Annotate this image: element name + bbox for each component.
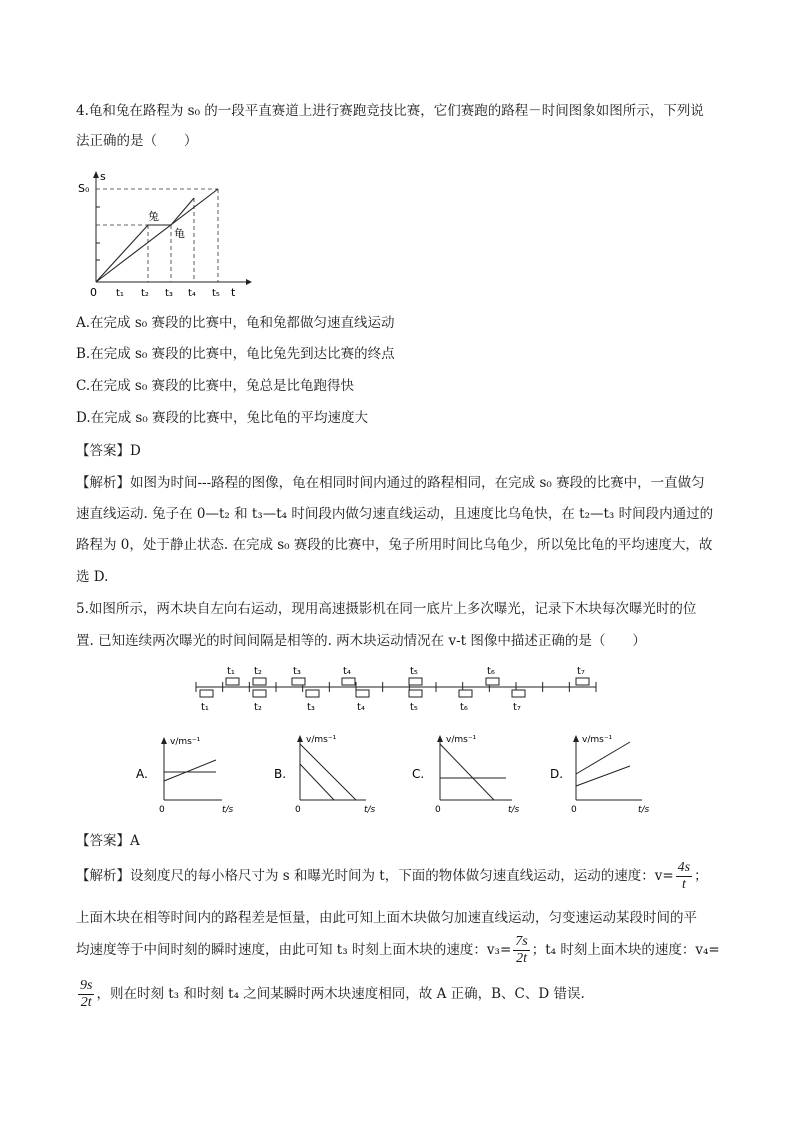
strip-top-t1: t₁	[227, 666, 235, 677]
vt-b-origin: 0	[295, 805, 301, 815]
q5-analysis-line3-text: 均速度等于中间时刻的瞬时速度，由此可知 t₃ 时刻上面木块的速度：v₃=	[76, 942, 512, 958]
q5-stem-line1: 5.如图所示，两木块自左向右运动，现用高速摄影机在同一底片上多次曝光，记录下木块每次曝光时的位	[76, 601, 697, 617]
q4-option-b: B.在完成 s₀ 赛段的比赛中，龟比兔先到达比赛的终点	[76, 346, 395, 362]
q4-analysis-line4: 选 D.	[76, 569, 109, 585]
strip-bottom-t3: t₃	[307, 702, 315, 713]
q5-analysis-line3-mid: ；t₄ 时刻上面木块的速度：v₄=	[531, 942, 720, 958]
lower-block-positions	[200, 690, 525, 697]
upper-block-3	[292, 678, 305, 685]
q5-analysis-line1-end: ；	[694, 868, 708, 884]
strip-bottom-t1: t₁	[201, 702, 209, 713]
q4-tortoise-label: 龟	[174, 227, 185, 240]
vt-d-xlabel: t/s	[638, 805, 650, 815]
vt-graph-d	[548, 730, 668, 818]
q4-tick-t2: t₂	[141, 288, 149, 299]
vt-a-xlabel: t/s	[222, 805, 234, 815]
vt-graph-b	[272, 730, 392, 818]
rabbit-line	[96, 198, 194, 282]
q4-st-graph	[76, 170, 256, 305]
strip-bottom-t5: t₅	[410, 702, 418, 713]
q4-analysis-line3: 路程为 0，处于静止状态. 在完成 s₀ 赛段的比赛中，兔子所用时间比乌龟少，所以兔比龟的平均速度大，故	[76, 537, 713, 553]
q4-option-c: C.在完成 s₀ 赛段的比赛中，兔总是比龟跑得快	[76, 378, 355, 394]
q5-answer: 【答案】A	[76, 833, 140, 849]
q4-ylabel: s	[100, 170, 106, 183]
vt-a-origin: 0	[159, 805, 165, 815]
vt-c-falling	[440, 744, 494, 800]
vt-a-rising	[164, 760, 216, 781]
upper-block-positions	[226, 678, 589, 685]
strip-bottom-t6: t₆	[460, 702, 468, 713]
vt-d-option: D.	[550, 767, 564, 781]
vt-a-option: A.	[136, 767, 148, 781]
q5-analysis-line1-text: 【解析】设刻度尺的每小格尺寸为 s 和曝光时间为 t，下面的物体做匀速直线运动，运动的速度：v=	[76, 868, 674, 884]
q5-analysis-line3	[76, 932, 720, 968]
vt-d-origin: 0	[571, 805, 577, 815]
lower-block-4	[356, 690, 369, 697]
strip-top-t4: t₄	[343, 666, 351, 677]
vt-b-line2	[300, 764, 334, 800]
vt-b-line1	[300, 744, 356, 800]
q4-tick-t3: t₃	[165, 288, 173, 299]
strip-top-t2: t₂	[254, 666, 262, 677]
q5-analysis-line4	[76, 976, 585, 1012]
vt-b-option: B.	[274, 767, 287, 781]
upper-block-1	[226, 678, 239, 685]
upper-block-4	[342, 678, 355, 685]
exposure-strip	[190, 660, 610, 718]
strip-top-t5: t₅	[410, 666, 418, 677]
tortoise-line	[96, 189, 218, 282]
vt-a-ylabel: v/ms⁻¹	[170, 737, 201, 747]
q4-origin-label: 0	[90, 286, 97, 299]
upper-block-2	[253, 678, 266, 685]
strip-top-t3: t₃	[293, 666, 301, 677]
upper-block-6	[486, 678, 499, 685]
strip-top-t6: t₆	[487, 666, 495, 677]
lower-block-5	[409, 690, 422, 697]
lower-block-6	[459, 690, 472, 697]
q4-xlabel: t	[231, 286, 236, 299]
vt-c-ylabel: v/ms⁻¹	[446, 735, 477, 745]
q4-answer: 【答案】D	[76, 443, 141, 459]
vt-c-origin: 0	[435, 805, 441, 815]
strip-bottom-t2: t₂	[254, 702, 262, 713]
fraction-9s-2t: $\frac{9s}{2t}$	[80, 978, 93, 1010]
q4-option-d: D.在完成 s₀ 赛段的比赛中，兔比龟的平均速度大	[76, 410, 369, 426]
q5-analysis-line2: 上面木块在相等时间内的路程差是恒量，由此可知上面木块做匀加速直线运动，匀变速运动某段时间的平	[76, 910, 697, 926]
vt-graph-c	[410, 730, 530, 818]
fraction-7s-2t: $\frac{7s}{2t}$	[515, 934, 528, 966]
q5-stem-line2: 置. 已知连续两次曝光的时间间隔是相等的. 两木块运动情况在 v-t 图像中描述正确的是（ ）	[76, 633, 646, 649]
strip-top-t7: t₇	[577, 666, 585, 677]
vt-b-xlabel: t/s	[364, 805, 376, 815]
q4-stem-line1: 4.龟和兔在路程为 s₀ 的一段平直赛道上进行赛跑竞技比赛，它们赛跑的路程－时间图象如图所示，下列说	[76, 103, 704, 119]
vt-c-option: C.	[412, 767, 425, 781]
upper-block-5	[409, 678, 422, 685]
q4-tick-t5: t₅	[212, 288, 220, 299]
lower-block-3	[306, 690, 319, 697]
q4-tick-t1: t₁	[116, 288, 124, 299]
strip-bottom-t7: t₇	[513, 702, 521, 713]
q4-stem-line2: 法正确的是（ ）	[76, 133, 198, 149]
lower-block-2	[253, 690, 266, 697]
vt-graph-a	[134, 734, 254, 818]
q5-analysis-line1	[76, 858, 708, 894]
fraction-4s-t: $\frac{4s}{t}$	[677, 860, 691, 892]
vt-c-xlabel: t/s	[508, 805, 520, 815]
q4-analysis-line1: 【解析】如图为时间---路程的图像，龟在相同时间内通过的路程相同，在完成 s₀ 赛段的比赛中，一直做匀	[76, 475, 705, 491]
vt-b-ylabel: v/ms⁻¹	[306, 735, 337, 745]
upper-block-7	[576, 678, 589, 685]
strip-bottom-t4: t₄	[357, 702, 365, 713]
q4-tick-t4: t₄	[188, 288, 196, 299]
q4-option-a: A.在完成 s₀ 赛段的比赛中，龟和兔都做匀速直线运动	[76, 315, 395, 331]
vt-d-ylabel: v/ms⁻¹	[582, 735, 613, 745]
q5-analysis-line4-end: ，则在时刻 t₃ 和时刻 t₄ 之间某瞬时两木块速度相同，故 A 正确，B、C、D 错误.	[96, 986, 585, 1002]
q4-analysis-line2: 速直线运动. 兔子在 0—t₂ 和 t₃—t₄ 时间段内做匀速直线运动，且速度比乌龟快，在 t₂—t₃ 时间段内通过的	[76, 506, 714, 522]
lower-block-7	[512, 690, 525, 697]
q4-s0-label: S₀	[78, 182, 90, 195]
lower-block-1	[200, 690, 213, 697]
q4-rabbit-label: 兔	[148, 210, 159, 223]
